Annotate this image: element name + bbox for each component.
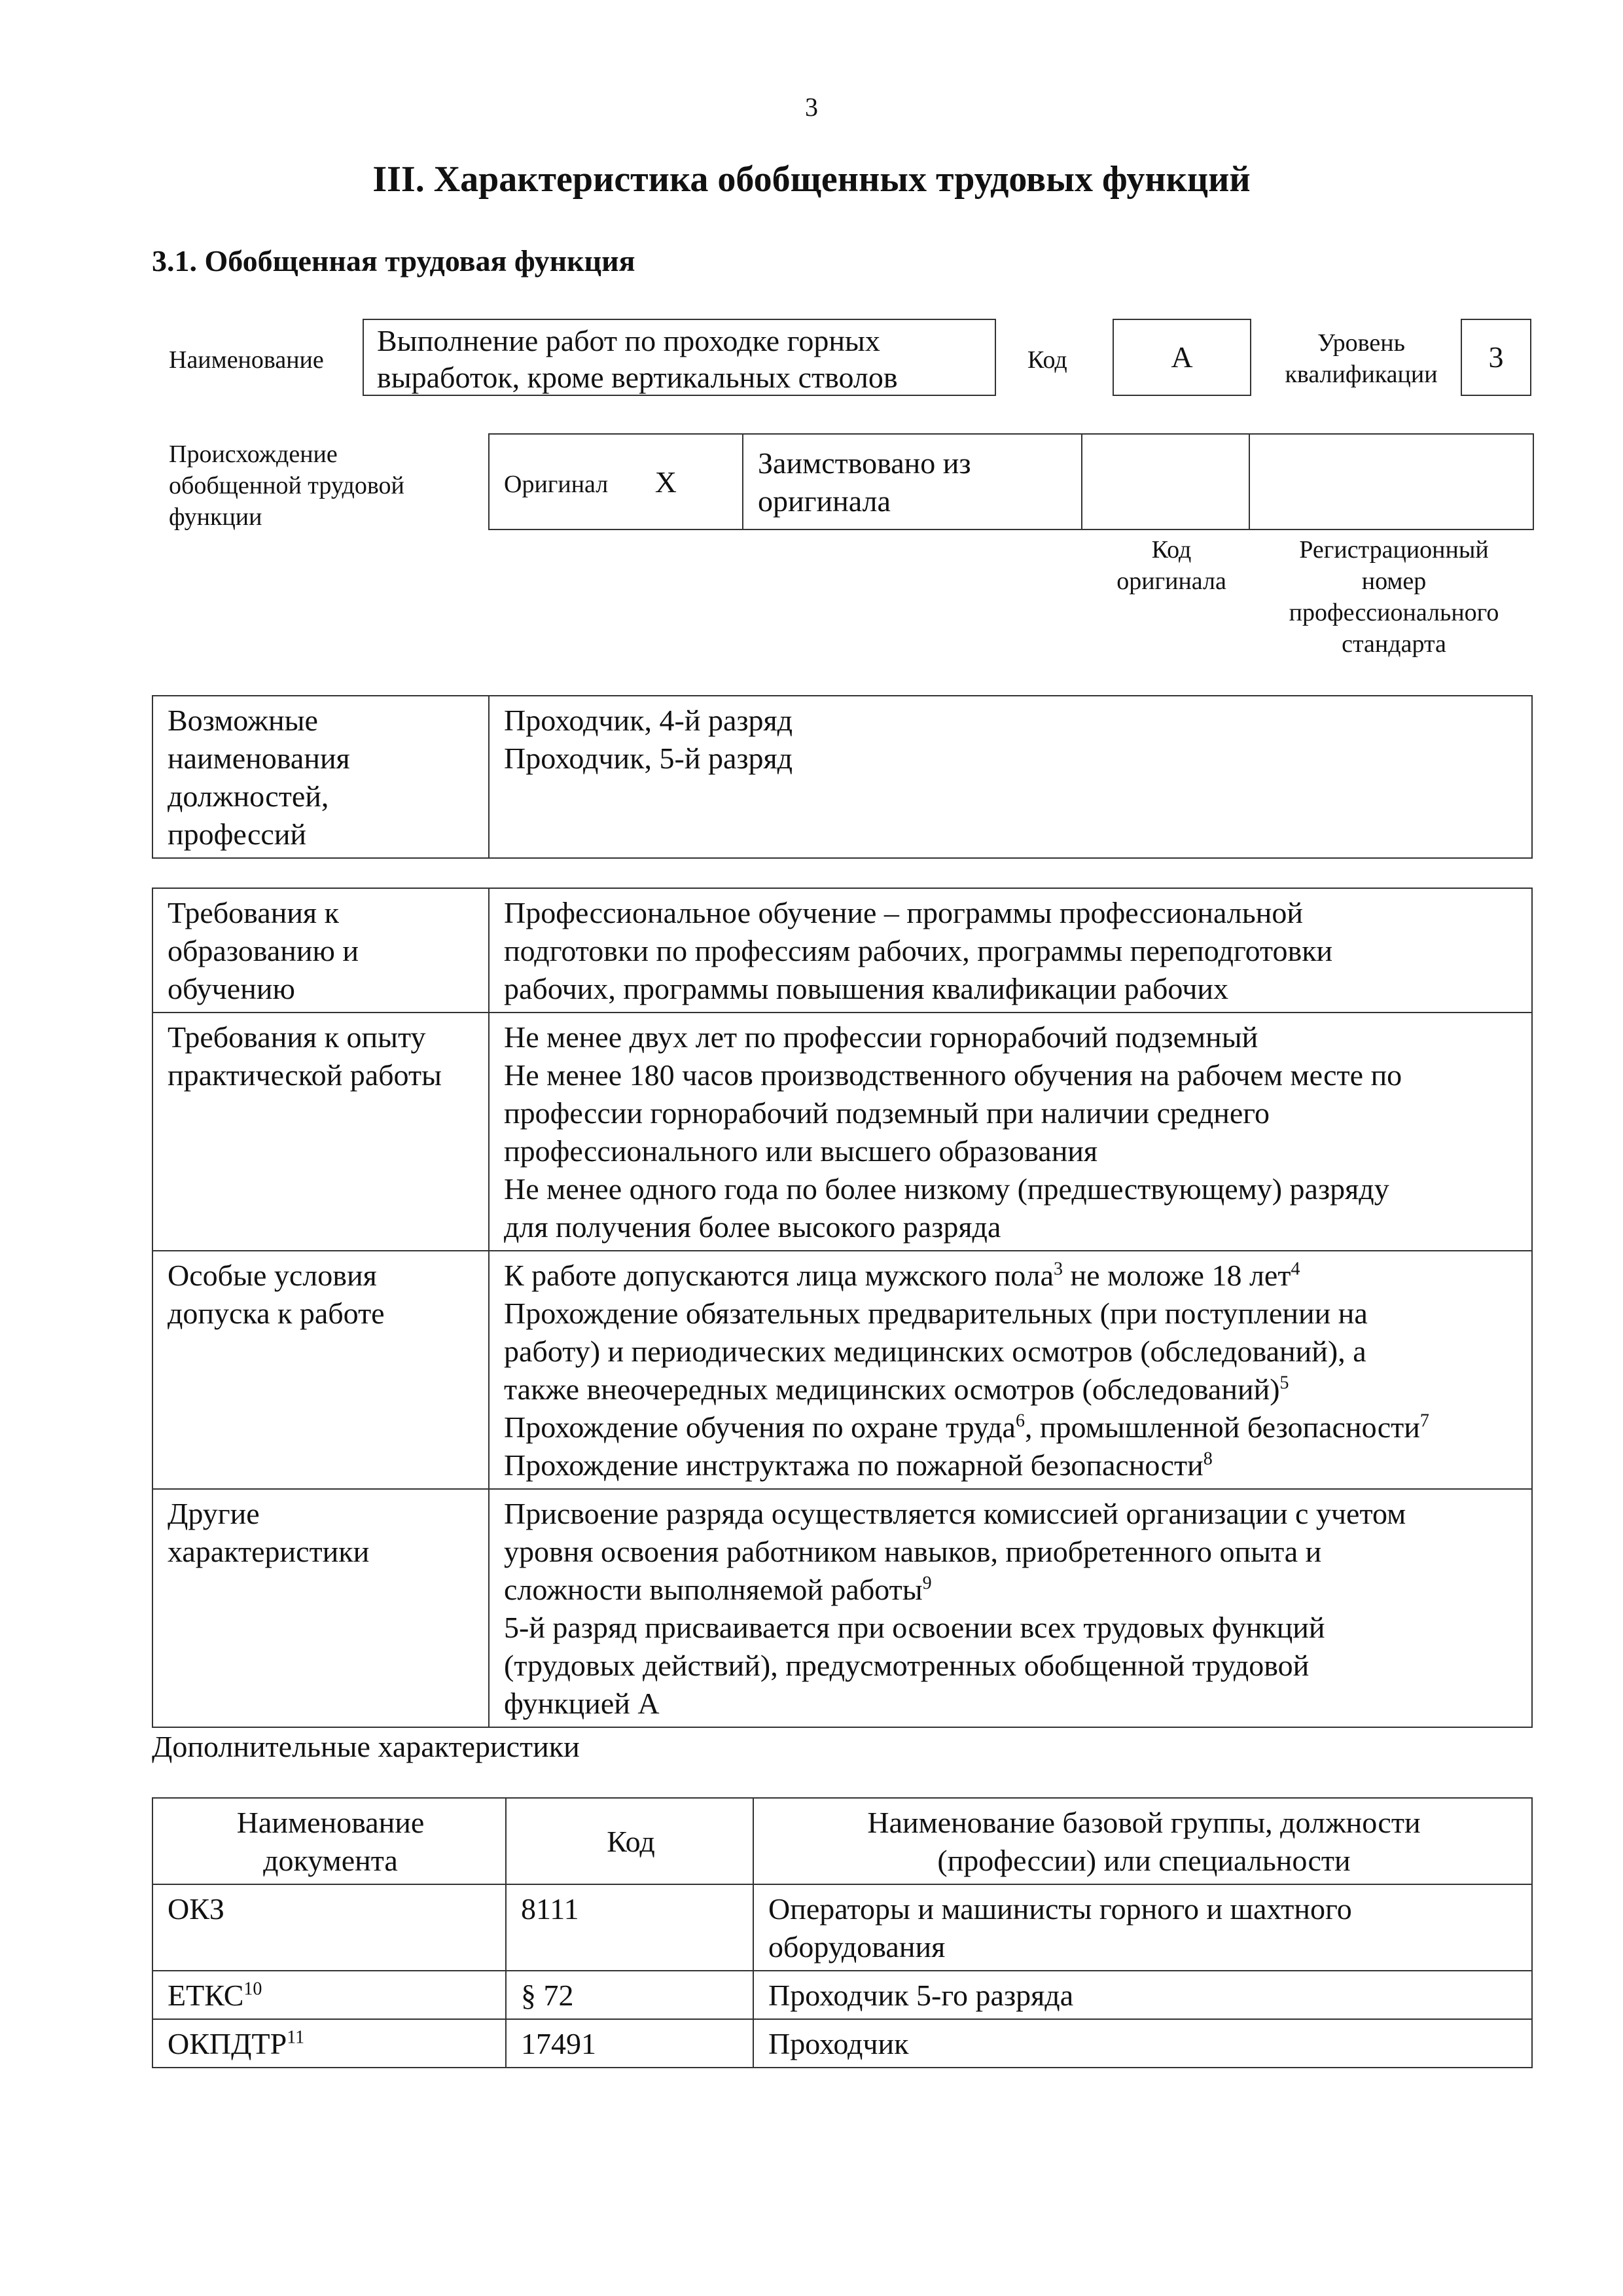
code-box: [1113, 319, 1251, 396]
education-label: Требования к образованию и обучению: [152, 888, 489, 1013]
function-name-line-1: Выполнение работ по проходке горных: [377, 324, 880, 357]
table-row: [152, 2019, 1532, 2068]
function-name-line-2: выработок, кроме вертикальных стволов: [377, 361, 898, 394]
subsection-title: 3.1. Обобщенная трудовая функция: [152, 244, 635, 278]
row-name: Операторы и машинисты горного и шахтного оборудования: [753, 1884, 1532, 1971]
code-value: А: [1171, 340, 1193, 374]
code-label: Код: [1027, 346, 1067, 374]
row-name: Проходчик 5-го разряда: [753, 1971, 1532, 2019]
other-row: [152, 1489, 1532, 1727]
additional-header-row: [152, 1798, 1532, 1884]
row-code: § 72: [506, 1971, 753, 2019]
education-value: Профессиональное обучение – программы профессиональной подготовки по профессиям рабочих, программы переподготовки рабочих, программы повышения квалификации рабочих: [489, 888, 1532, 1013]
education-row: [152, 888, 1532, 1013]
borrowed-cell: Заимствовано из оригинала: [743, 434, 1082, 529]
row-code: 8111: [506, 1884, 753, 1971]
positions-label: Возможные наименования должностей, профессий: [152, 696, 489, 858]
col-code: Код: [506, 1798, 753, 1884]
function-name-box: [363, 319, 996, 396]
table-row: [152, 1884, 1532, 1971]
page-number: 3: [805, 92, 818, 122]
name-label: Наименование: [169, 346, 324, 374]
conditions-value: К работе допускаются лица мужского пола$^3$ не моложе 18 лет$^4$ Прохождение обязательных предварительных (при поступлении на работу) и периодических медицинских осмотров (обследований), а также внеочередных медицинских осмотров (обследований)$^5$ Прохождение обучения по охране труда$^6$, промышленной безопасности$^7$ Прохождение инструктажа по пожарной безопасности$^8$: [489, 1251, 1532, 1489]
col-group-name: Наименование базовой группы, должности (профессии) или специальности: [753, 1798, 1532, 1884]
level-label: Уровень квалификации: [1285, 329, 1438, 388]
original-code-cell: [1082, 434, 1249, 529]
original-mark: Х: [654, 465, 677, 499]
row-document: ЕТКС$^{10}$: [152, 1971, 506, 2019]
original-cell: Оригинал Х: [489, 434, 743, 529]
row-document: ОКПДТР$^{11}$: [152, 2019, 506, 2068]
experience-row: [152, 1013, 1532, 1251]
caption-registration-number: Регистрационный номер профессионального стандарта: [1289, 536, 1499, 658]
experience-label: Требования к опыту практической работы: [152, 1013, 489, 1251]
additional-heading: Дополнительные характеристики: [152, 1730, 580, 1763]
level-box: [1461, 319, 1531, 396]
other-value: Присвоение разряда осуществляется комиссией организации с учетом уровня освоения работником навыков, приобретенного опыта и сложности выполняемой работы$^9$ 5-й разряд присваивается при освоении всех трудовых функций (трудовых действий), предусмотренных обобщенной трудовой функцией А: [489, 1489, 1532, 1727]
section-title: III. Характеристика обобщенных трудовых функций: [372, 159, 1251, 200]
experience-value: Не менее двух лет по профессии горнорабочий подземный Не менее 180 часов производственного обучения на рабочем месте по профессии горнорабочий подземный при наличии среднего профессионального или высшего образования Не менее одного года по более низкому (предшествующему) разряду для получения более высокого разряда: [489, 1013, 1532, 1251]
level-value: 3: [1488, 340, 1504, 374]
row-document: ОКЗ: [152, 1884, 506, 1971]
row-code: 17491: [506, 2019, 753, 2068]
conditions-label: Особые условия допуска к работе: [152, 1251, 489, 1489]
origin-table: [488, 433, 1534, 530]
col-document-name: Наименование документа: [152, 1798, 506, 1884]
positions-table: [152, 695, 1533, 859]
caption-original-code: Код оригинала: [1116, 536, 1226, 595]
row-name: Проходчик: [753, 2019, 1532, 2068]
conditions-row: [152, 1251, 1532, 1489]
positions-value: Проходчик, 4-й разряд Проходчик, 5-й разряд: [489, 696, 1532, 858]
registration-number-cell: [1249, 434, 1533, 529]
additional-table: [152, 1797, 1533, 2068]
other-label: Другие характеристики: [152, 1489, 489, 1727]
table-row: [152, 1971, 1532, 2019]
requirements-table: [152, 888, 1533, 1728]
origin-label: Происхождение обобщенной трудовой функции: [169, 440, 404, 531]
